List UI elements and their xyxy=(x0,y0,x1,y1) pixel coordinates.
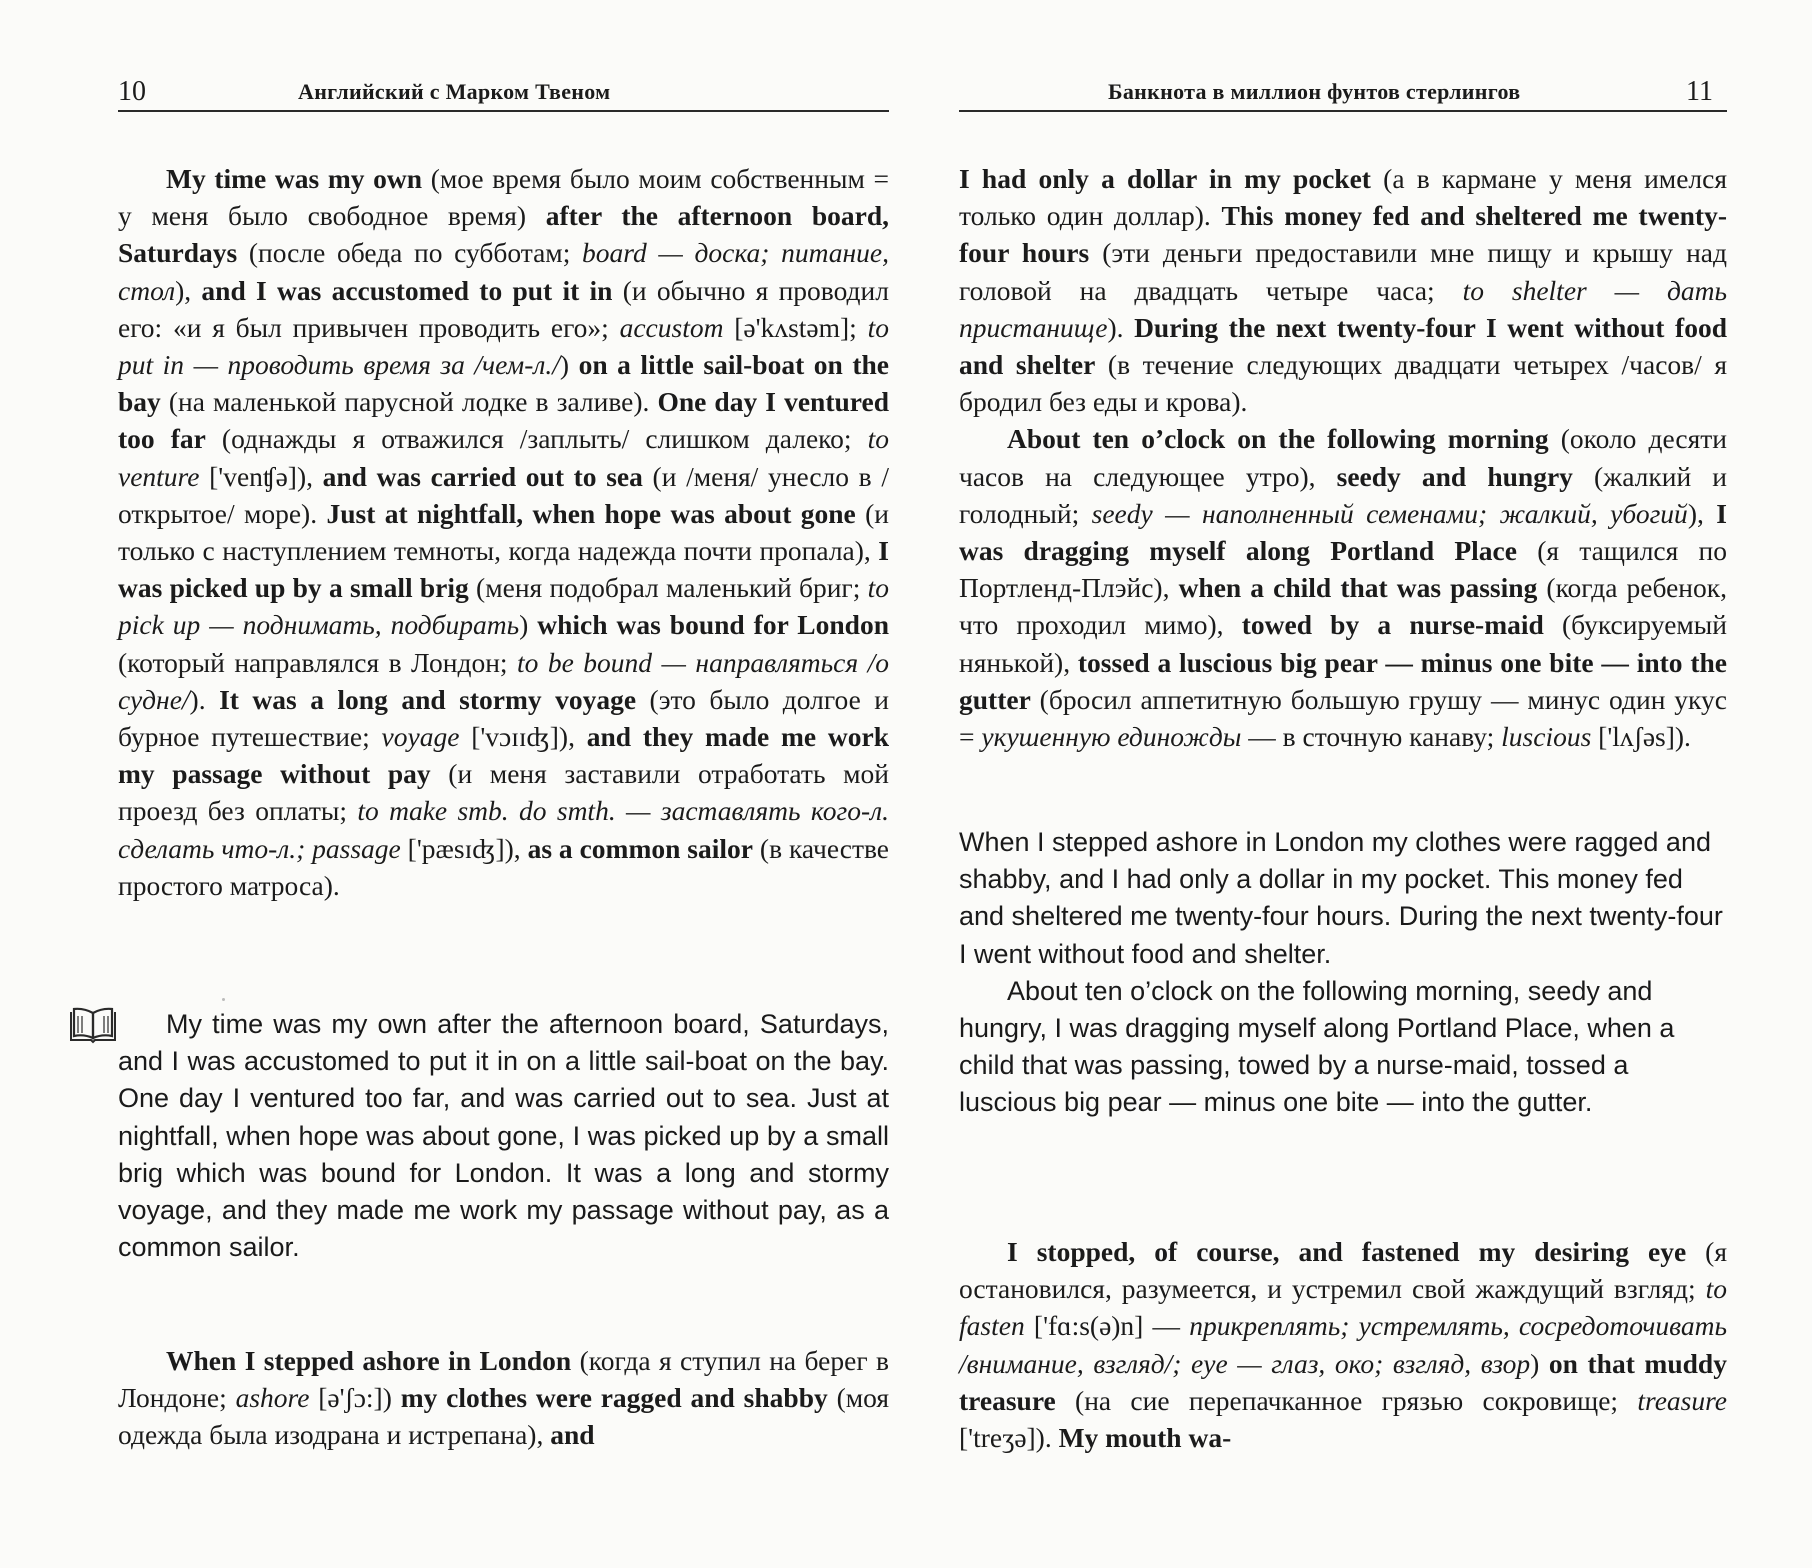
gloss-note: seedy — наполненный семенами; жалкий, убогий xyxy=(1091,497,1688,529)
translation-text: ) xyxy=(519,609,538,641)
gloss-note: voyage xyxy=(381,721,460,753)
translation-text: (и только с наступлением темноты, когда надежда почти пропала), xyxy=(118,497,889,567)
translation-text: ) xyxy=(559,349,579,381)
translation-text: (меня подобрал маленький бриг; xyxy=(468,572,868,604)
english-phrase: and they made me work my passage without pay xyxy=(118,721,889,790)
translation-text: (я тащился по Портленд-Плэйс), xyxy=(959,535,1727,604)
translation-text: — в сточную канаву; xyxy=(1241,721,1502,753)
paper-speck xyxy=(222,998,225,1001)
rich-paragraph xyxy=(959,1233,1727,1456)
gloss-note: прикреплять; устремлять, сосредоточивать /внимание, взгляд/; eye — глаз, око; взгляд, взор xyxy=(959,1310,1727,1379)
translation-text: ['lʌʃəs]). xyxy=(1591,721,1691,753)
english-phrase: after the afternoon board, Saturdays xyxy=(118,200,889,269)
translation-text: ['treʒə]). xyxy=(959,1422,1059,1454)
english-phrase: towed by a nurse-maid xyxy=(1241,609,1544,641)
translation-text: (и /меня/ унесло в /открытое/ море). xyxy=(118,460,889,529)
translation-text: (около десяти часов на следующее утро), xyxy=(959,423,1727,492)
running-title: Английский с Марком Твеном xyxy=(298,79,611,104)
gloss-note: luscious xyxy=(1501,721,1592,753)
english-phrase: and I was accustomed to put it in xyxy=(201,274,613,306)
english-phrase: which was bound for London xyxy=(537,609,889,641)
rich-paragraph xyxy=(959,420,1727,755)
translation-text: (я остановился, разумеется, и устремил свой жаждущий взгляд; xyxy=(959,1236,1727,1305)
english-phrase: I had only a dollar in my pocket xyxy=(959,163,1371,194)
english-phrase: and xyxy=(550,1419,595,1451)
gloss-note: to be bound — направляться /о судне/ xyxy=(118,646,889,715)
annotated-paragraph xyxy=(118,160,889,904)
source-paragraph: My time was my own after the afternoon board, Saturdays, and I was accustomed to put it in on a little sail-boat on the bay. One day I ventured too far, and was carried out to sea. Just at nightfall, when hope was about gone, I was picked up by a small brig which was bound for London. It was a long and stormy voyage, and they made me work my passage without pay, as a common sailor. xyxy=(118,1009,889,1263)
left-page xyxy=(118,0,889,1568)
source-text-block xyxy=(118,1006,889,1266)
translation-text: ), xyxy=(1687,497,1717,529)
gloss-note: treasure xyxy=(1637,1384,1727,1416)
translation-text: (однажды я отважился /заплыть/ слишком далеко; xyxy=(205,423,868,455)
open-book-icon xyxy=(68,1006,118,1044)
translation-text: (на маленькой парусной лодке в заливе). xyxy=(160,386,658,418)
translation-text: (и обычно я проводил его: «и я был привычен проводить его»; xyxy=(118,274,889,343)
annotated-paragraph xyxy=(959,160,1727,755)
english-phrase: My time was my own xyxy=(166,163,423,194)
english-phrase: One day I ventured too far xyxy=(118,386,889,455)
english-phrase: Just at nightfall, when hope was about gone xyxy=(326,497,856,529)
english-phrase: I was dragging myself along Portland Place xyxy=(959,497,1727,567)
translation-text: [ə'ʃɔ:]) xyxy=(309,1382,401,1414)
english-phrase: my clothes were ragged and shabby xyxy=(400,1382,828,1414)
gloss-note: to make smb. do smth. — заставлять кого-л. сделать что-л.; passage xyxy=(118,795,889,864)
english-phrase: It was a long and stormy voyage xyxy=(219,683,637,715)
translation-text: [ə'kʌstəm]; xyxy=(723,311,868,343)
rich-paragraph xyxy=(959,160,1727,420)
english-phrase: as a common sailor xyxy=(527,832,753,864)
english-phrase: I was picked up by a small brig xyxy=(118,535,889,604)
translation-text: (когда я ступил на берег в Лондоне; xyxy=(118,1345,889,1414)
gloss-note: to venture xyxy=(118,423,889,492)
gloss-note: board — доска; питание, стол xyxy=(118,237,889,306)
page-number: 10 xyxy=(118,76,146,107)
annotated-paragraph xyxy=(118,1342,889,1454)
english-phrase: When I stepped ashore in London xyxy=(166,1345,572,1376)
translation-text: ['venʧə]), xyxy=(199,460,323,492)
translation-text: ). xyxy=(1107,311,1135,343)
left-page-header xyxy=(118,76,889,112)
english-phrase: and was carried out to sea xyxy=(322,460,643,492)
translation-text: ['pæsɪʤ]), xyxy=(400,832,528,864)
translation-text: (эти деньги предоставили мне пищу и крышу над головой на двадцать четыре часа; xyxy=(959,237,1727,306)
rich-paragraph xyxy=(118,160,889,904)
source-paragraph: About ten o’clock on the following morning, seedy and hungry, I was dragging myself along Portland Place, when a child that was passing, towed by a nurse-maid, tossed a luscious big pear — minus one bite — into the gutter. xyxy=(959,975,1675,1118)
translation-text: (и меня заставили отработать мой проезд без оплаты; xyxy=(118,758,889,827)
translation-text: (в качестве простого матроса). xyxy=(118,832,889,901)
translation-text: (который направлялся в Лондон; xyxy=(118,646,518,678)
english-phrase: During the next twenty-four I went without food and shelter xyxy=(959,311,1727,381)
right-page-header xyxy=(959,76,1727,112)
english-phrase: My mouth wa- xyxy=(1058,1422,1232,1454)
gloss-note: to shelter — дать пристанище xyxy=(959,274,1727,343)
translation-text: (это было долгое и бурное путешествие; xyxy=(118,683,889,753)
gloss-note: to pick up — поднимать, подбирать xyxy=(118,572,889,641)
english-phrase: when a child that was passing xyxy=(1178,572,1538,604)
translation-text: (на сие перепачканное грязью сокровище; xyxy=(1055,1384,1638,1416)
gloss-note: ashore xyxy=(235,1382,310,1414)
annotated-paragraph xyxy=(959,1233,1727,1456)
english-phrase: on that muddy treasure xyxy=(959,1347,1727,1416)
translation-text: (когда ребенок, что проходил мимо), xyxy=(959,572,1727,641)
translation-text: (после обеда по субботам; xyxy=(237,237,583,269)
english-phrase: I stopped, of course, and fastened my desiring eye xyxy=(1007,1236,1687,1267)
translation-text: (в течение следующих двадцати четырех /часов/ я бродил без еды и крова). xyxy=(959,349,1727,418)
gloss-note: укушенную единожды xyxy=(981,721,1242,753)
translation-text: (а в кармане у меня имелся только один доллар). xyxy=(959,163,1727,232)
english-phrase: on a little sail-boat on the bay xyxy=(118,349,889,418)
right-page xyxy=(959,0,1727,1568)
translation-text: (бросил аппетитную большую грушу — минус один укус = xyxy=(959,683,1727,753)
gloss-note: to fasten xyxy=(959,1273,1727,1342)
english-phrase: This money fed and sheltered me twenty-four hours xyxy=(959,200,1727,269)
english-phrase: About ten o’clock on the following morning xyxy=(1007,423,1549,455)
rich-paragraph xyxy=(118,1342,889,1454)
source-text-block xyxy=(959,824,1727,1122)
translation-text: ['vɔɪɪʤ]), xyxy=(459,721,587,753)
translation-text: (буксируемый нянькой), xyxy=(959,609,1727,678)
source-paragraph: When I stepped ashore in London my clothes were ragged and shabby, and I had only a dollar in my pocket. This money fed and sheltered me twenty-four hours. During the next twenty-four I went without food and shelter. xyxy=(959,827,1723,969)
translation-text: ) xyxy=(1530,1347,1549,1379)
translation-text: ['fɑ:s(ə)n] — xyxy=(1024,1310,1190,1342)
gloss-note: accustom xyxy=(619,311,724,343)
english-phrase: tossed a luscious big pear — minus one bite — into the gutter xyxy=(959,646,1727,715)
translation-text: ). xyxy=(189,683,220,715)
translation-text: (моя одежда была изодрана и истрепана), xyxy=(118,1382,890,1451)
gloss-note: to put in — проводить время за /чем-л./ xyxy=(118,311,889,381)
running-title: Банкнота в миллион фунтов стерлингов xyxy=(1108,79,1521,104)
page-number: 11 xyxy=(1686,76,1713,107)
translation-text: ), xyxy=(175,274,202,306)
english-phrase: seedy and hungry xyxy=(1336,460,1573,492)
translation-text: (жалкий и голодный; xyxy=(959,460,1727,529)
translation-text: (мое время было моим собственным = у меня было свободное время) xyxy=(118,163,889,232)
